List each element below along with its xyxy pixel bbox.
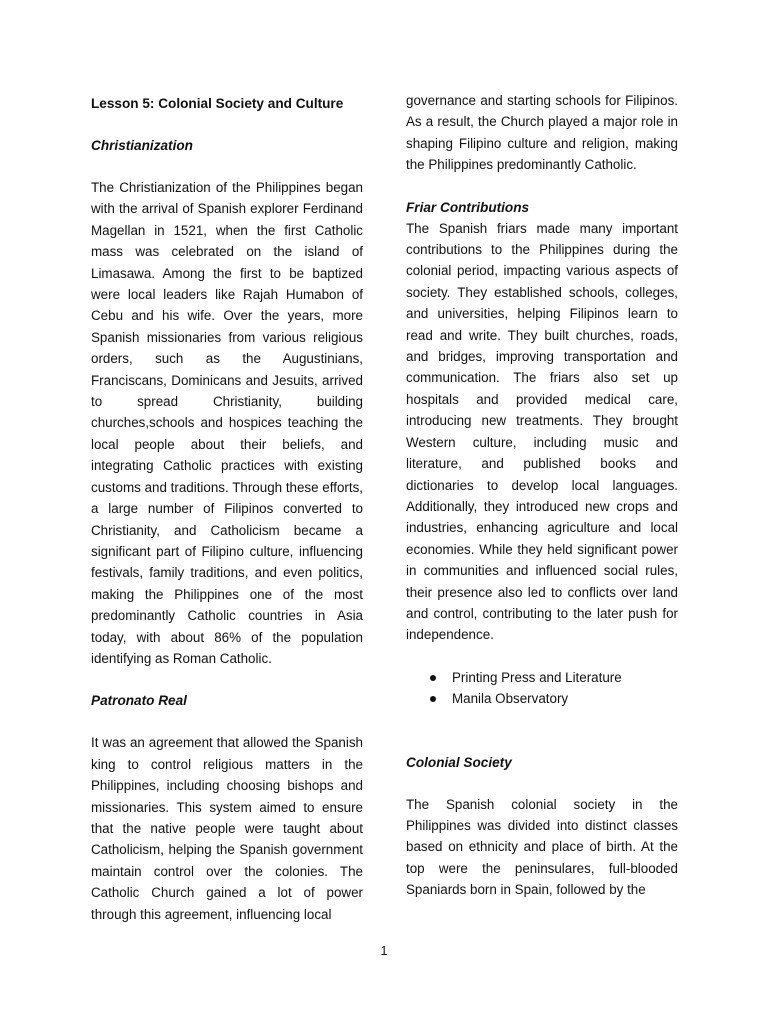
list-item: Printing Press and Literature (406, 667, 678, 688)
bullet-icon (430, 696, 436, 702)
colonial-society-heading: Colonial Society (406, 754, 512, 770)
list-item: Manila Observatory (406, 688, 678, 709)
bullet-icon (430, 675, 436, 681)
patronato-body-part2: governance and starting schools for Filipinos. As a result, the Church played a major role in shaping Filipino culture and religion, making the Philippines predominantly Catholic. (406, 93, 678, 173)
patronato-heading: Patronato Real (91, 693, 187, 709)
christianization-heading: Christianization (91, 138, 193, 153)
page-number: 1 (380, 944, 388, 958)
friar-heading: Friar Contributions (406, 199, 530, 215)
christianization-body: The Christianization of the Philippines began with the arrival of Spanish explorer Ferdinand Magellan in 1521, when the first Catholic mass was celebrated on the island of Limasawa. Among the first to be baptized were local leaders like Rajah Humabon of Cebu and his wife. Over the years, more Spanish missionaries from various religious orders, such as the Augustinians, Franciscans, Dominicans and Jesuits, arrived to spread Christianity, building churches,schools and hospices teaching the local people about their beliefs, and integrating Catholic practices with existing customs and traditions. Through these efforts, a large number of Filipinos converted to Christianity, and Catholicism became a significant part of Filipino culture, influencing festivals, family traditions, and even politics, making the Philippines one of the most predominantly Catholic countries in Asia today, with about 86% of the population identifying as Roman Catholic. (91, 180, 363, 666)
friar-body: The Spanish friars made many important contributions to the Philippines during the colonial period, impacting various aspects of society. They established schools, colleges, and universities, helping Filipinos learn to read and write. They built churches, roads, and bridges, improving transportation and communication. The friars also set up hospitals and provided medical care, introducing new treatments. They brought Western culture, including music and literature, and published books and dictionaries to develop local languages. Additionally, they introduced new crops and industries, enhancing agriculture and local economies. While they held significant power in communities and influenced social rules, their presence also led to conflicts over land and control, contributing to the later push for independence. (406, 220, 678, 643)
left-column (91, 90, 363, 925)
lesson-title: Lesson 5: Colonial Society and Culture (91, 96, 344, 111)
friar-bullet-list (406, 667, 678, 710)
colonial-society-body: The Spanish colonial society in the Philippines was divided into distinct classes based on ethnicity and place of birth. At the top were the peninsulares, full-blooded Spaniards born in Spain, followed by the (406, 796, 678, 898)
patronato-body-part1: It was an agreement that allowed the Spanish king to control religious matters in the Philippines, including choosing bishops and missionaries. This system aimed to ensure that the native people were taught about Catholicism, helping the Spanish government maintain control over the colonies. The Catholic Church gained a lot of power through this agreement, influencing local (91, 735, 363, 922)
right-column (406, 90, 678, 901)
